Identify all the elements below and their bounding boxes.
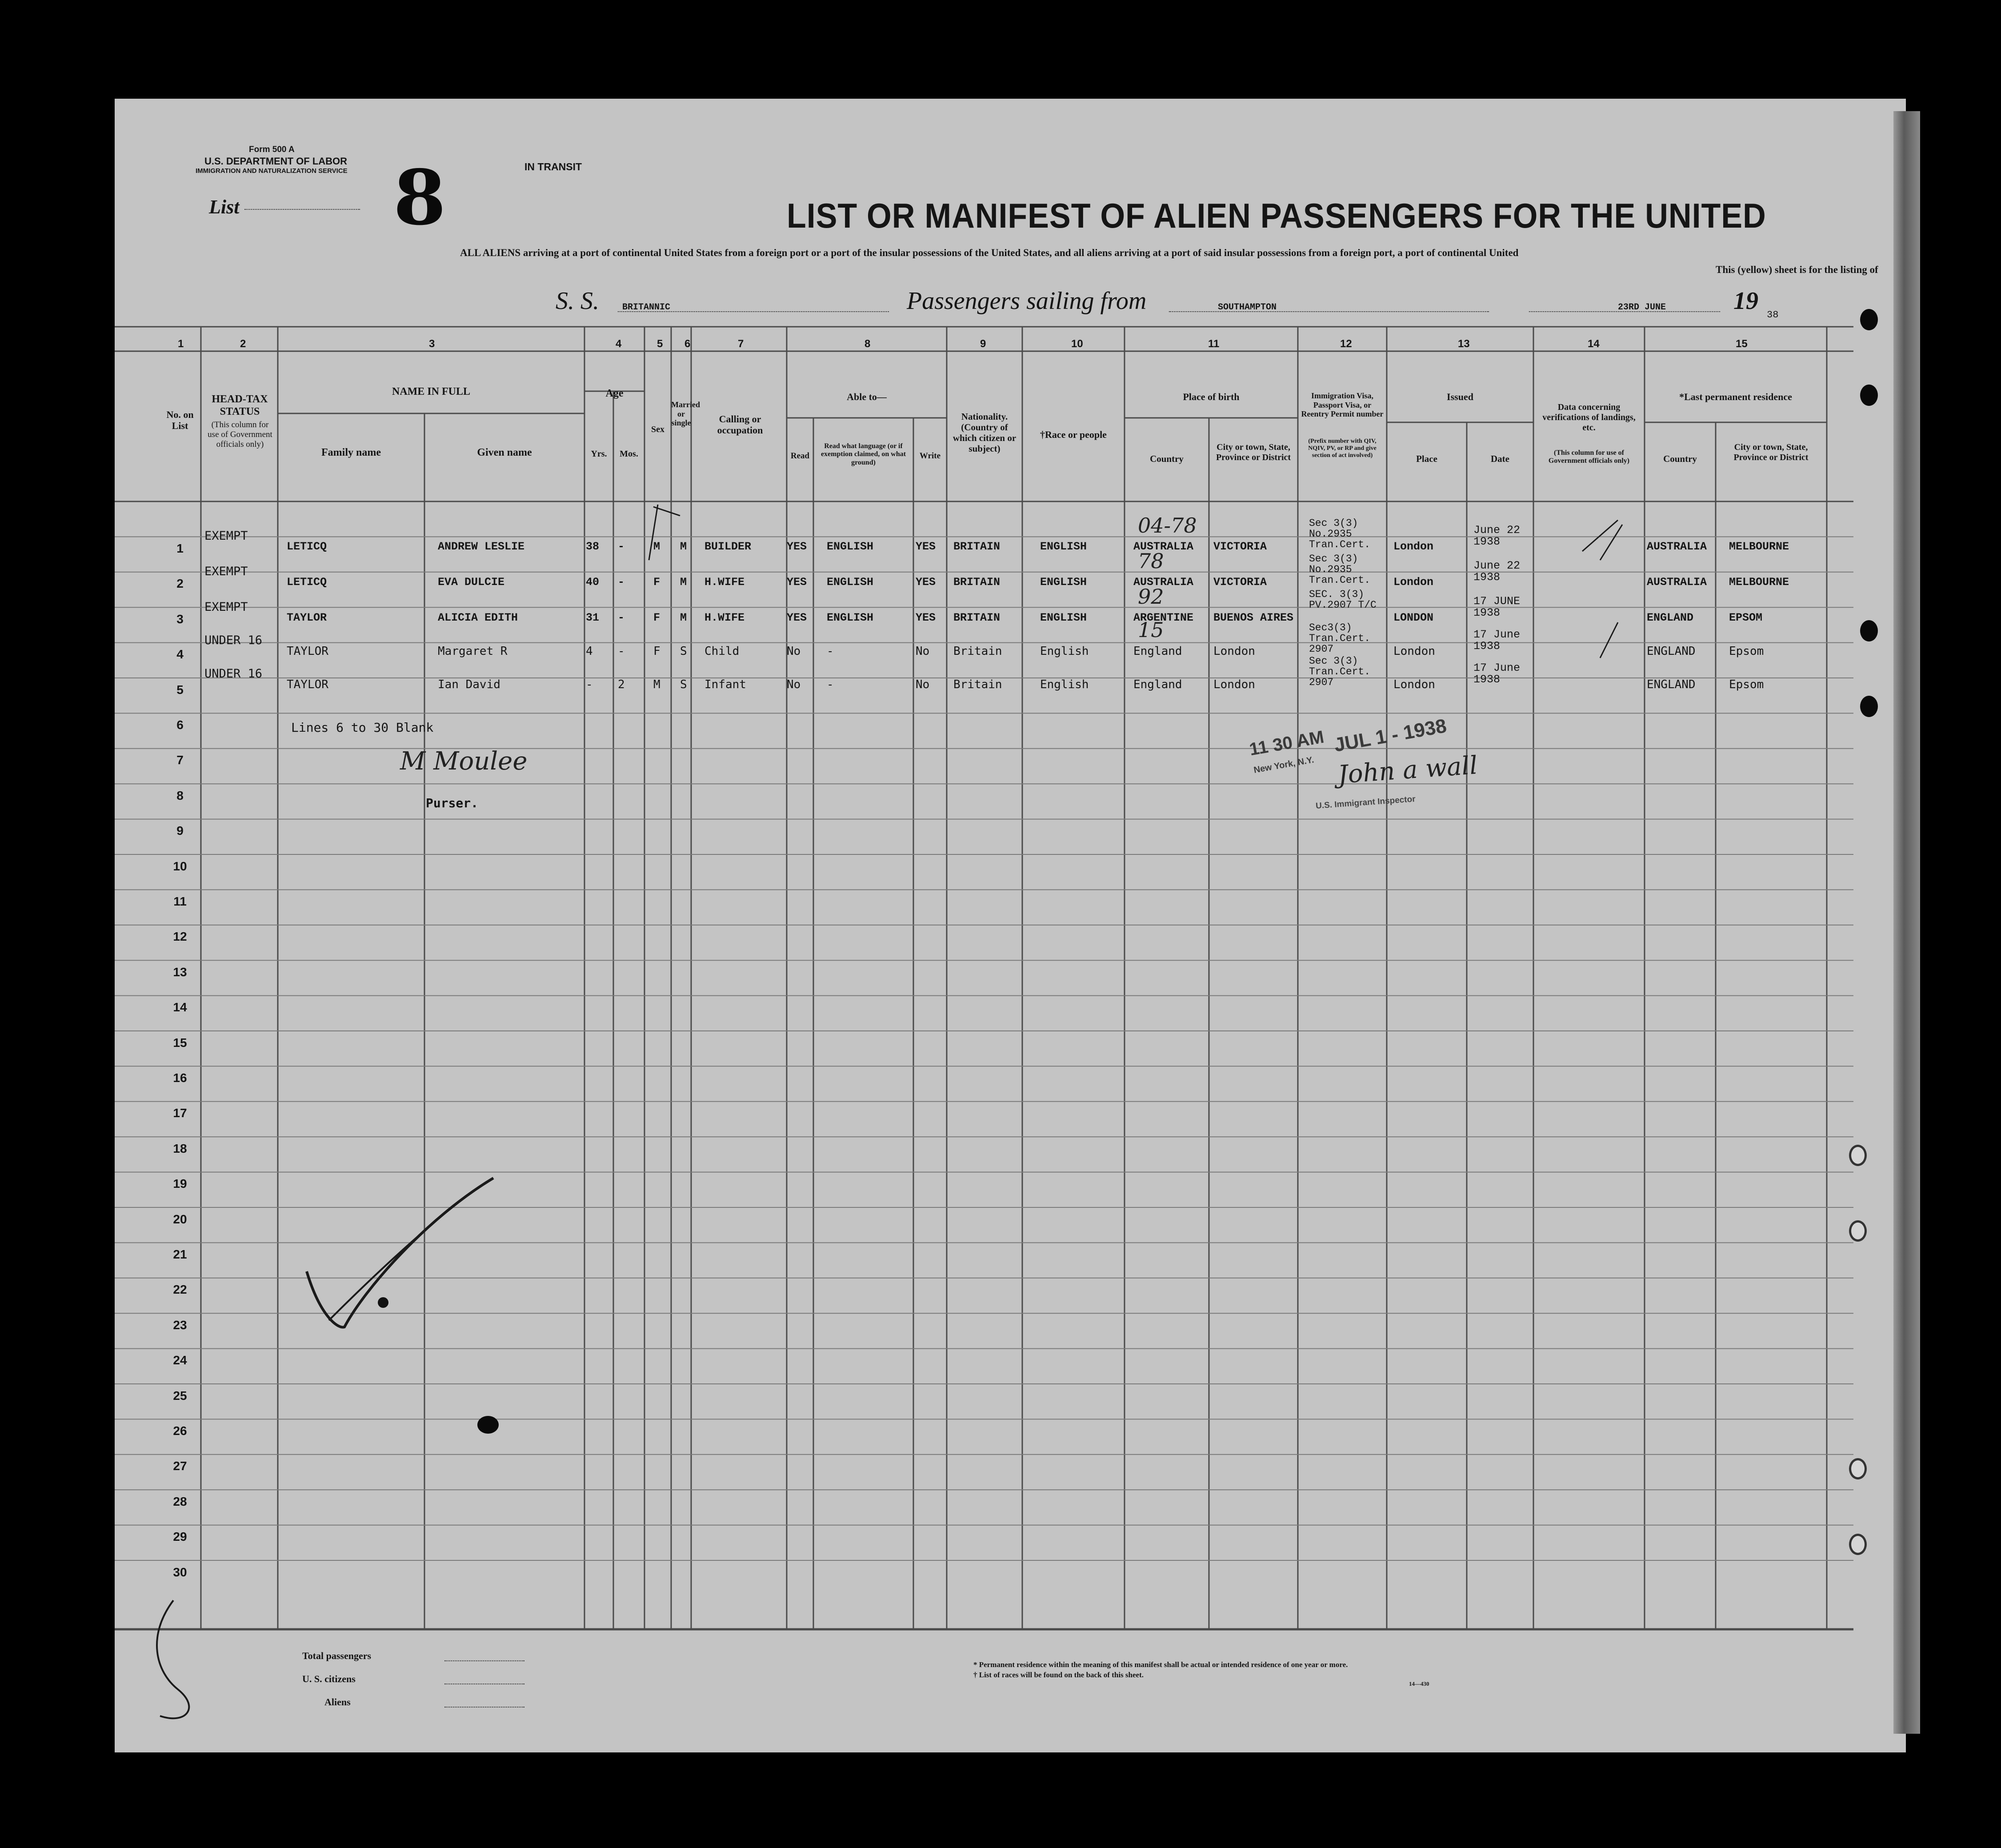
footnote-races: † List of races will be found on the back of this sheet.: [973, 1671, 1144, 1679]
age-years-cell: 31: [586, 611, 600, 624]
in-transit-stamp: IN TRANSIT: [524, 161, 582, 172]
row-number: 9: [176, 824, 184, 838]
issued-place-cell: London: [1393, 645, 1435, 658]
issued-place-cell: London: [1393, 678, 1435, 691]
issued-date-cell: June 22 1938: [1473, 524, 1521, 549]
language-cell: ENGLISH: [827, 576, 874, 589]
occupation-cell: Infant: [704, 678, 746, 691]
residence-country-cell: AUSTRALIA: [1647, 576, 1707, 589]
column-number: 5: [657, 338, 663, 350]
head-tax-cell: UNDER 16: [204, 633, 263, 647]
stamp-date: JUL 1 - 1938: [1332, 715, 1449, 756]
footnote-permanent: * Permanent residence within the meaning of this manifest shall be actual or intended residence of one year or more.: [973, 1660, 1348, 1669]
sex-cell: M: [653, 540, 660, 553]
nationality-cell: Britain: [953, 678, 1002, 691]
ink-blot: [477, 1416, 499, 1434]
read-cell: No: [787, 678, 801, 691]
age-years-cell: 38: [586, 540, 600, 553]
write-cell: No: [916, 678, 930, 691]
header-family-name: Family name: [321, 447, 381, 458]
occupation-cell: H.WIFE: [704, 576, 745, 589]
language-cell: -: [827, 678, 834, 691]
nationality-cell: BRITAIN: [953, 576, 1000, 589]
given-name-cell: Margaret R: [438, 645, 508, 658]
column-number: 11: [1208, 338, 1220, 350]
row-number: 17: [173, 1106, 187, 1120]
residence-city-cell: Epsom: [1729, 678, 1764, 691]
page-title: LIST OR MANIFEST OF ALIEN PASSENGERS FOR THE UNITED: [787, 196, 1766, 235]
header-visa-note: (Prefix number with QIV, NQIV, PV, or RP and give section of act involved): [1308, 438, 1377, 459]
issued-place-cell: London: [1393, 576, 1434, 589]
residence-city-cell: MELBOURNE: [1729, 576, 1789, 589]
list-label: List: [209, 196, 240, 218]
header-issued-place: Place: [1416, 453, 1437, 464]
row-number: 13: [173, 965, 187, 979]
family-name-cell: LETICQ: [287, 540, 327, 553]
port-name: SOUTHAMPTON: [1218, 302, 1277, 313]
issued-date-cell: 17 JUNE 1938: [1473, 595, 1521, 620]
race-cell: ENGLISH: [1040, 576, 1087, 589]
write-cell: YES: [916, 576, 936, 589]
header-lr-city: City or town, State, Province or District: [1733, 442, 1809, 462]
age-months-cell: -: [618, 540, 625, 553]
header-yrs: Yrs.: [591, 449, 607, 459]
occupation-cell: Child: [704, 645, 740, 658]
aliens-label: Aliens: [324, 1696, 351, 1708]
row-number: 27: [173, 1459, 187, 1473]
header-issued: Issued: [1447, 391, 1473, 402]
sailing-date: 23RD JUNE: [1618, 302, 1666, 313]
us-citizens-label: U. S. citizens: [302, 1673, 356, 1684]
header-calling: Calling or occupation: [717, 413, 763, 436]
header-married: Married or single: [671, 400, 700, 428]
row-number: 16: [173, 1071, 187, 1085]
birth-country-cell: ARGENTINE: [1133, 611, 1194, 624]
stamp-place: New York, N.Y.: [1253, 755, 1315, 775]
birth-city-cell: VICTORIA: [1213, 576, 1267, 589]
header-read-language: Read what language (or if exemption claimed, on what ground): [820, 442, 906, 466]
residence-country-cell: ENGLAND: [1647, 645, 1696, 658]
header-write: Write: [919, 451, 941, 461]
write-cell: No: [916, 645, 930, 658]
row-number: 30: [173, 1565, 187, 1579]
handwritten-annotation: 78: [1138, 549, 1164, 573]
marital-cell: M: [680, 576, 687, 589]
purser-signature: M Moulee: [400, 747, 528, 776]
birth-city-cell: London: [1213, 645, 1255, 658]
language-cell: -: [827, 645, 834, 658]
row-number: 5: [176, 682, 184, 697]
write-cell: YES: [916, 540, 936, 553]
issued-place-cell: LONDON: [1393, 611, 1434, 624]
age-months-cell: -: [618, 611, 625, 624]
row-number: 22: [173, 1283, 187, 1297]
race-cell: English: [1040, 645, 1089, 658]
header-head-tax: HEAD-TAX STATUS: [212, 393, 268, 417]
marital-cell: S: [680, 678, 687, 691]
residence-city-cell: EPSOM: [1729, 611, 1763, 624]
birth-city-cell: London: [1213, 678, 1255, 691]
department-name: U.S. DEPARTMENT OF LABOR: [204, 156, 348, 167]
stamp-time: 11 30 AM: [1248, 727, 1326, 760]
year-prefix: 19: [1733, 287, 1758, 315]
given-name-cell: EVA DULCIE: [438, 576, 505, 589]
subtitle-line-2: This (yellow) sheet is for the listing of: [1716, 264, 1878, 275]
age-months-cell: -: [618, 645, 625, 658]
birth-city-cell: VICTORIA: [1213, 540, 1267, 553]
family-name-cell: TAYLOR: [287, 611, 327, 624]
row-number: 1: [176, 541, 184, 555]
row-number: 6: [176, 718, 184, 732]
visa-cell: Sec 3(3) No.2935 Tran.Cert.: [1309, 553, 1371, 586]
column-number: 2: [240, 338, 246, 350]
visa-cell: Sec3(3) Tran.Cert. 2907: [1309, 622, 1371, 655]
row-number: 2: [176, 577, 184, 591]
header-issued-date: Date: [1491, 453, 1509, 464]
row-number: 24: [173, 1353, 187, 1367]
header-able-to: Able to—: [847, 391, 887, 402]
age-years-cell: 40: [586, 576, 600, 589]
sex-cell: F: [653, 645, 660, 658]
header-sex: Sex: [651, 425, 664, 434]
subtitle-line-1: ALL ALIENS arriving at a port of continental United States from a foreign port or a port of the insular possessions of the United States, and all aliens arriving at a port of said insular possessions from a foreign port, a port of continental United: [460, 247, 1519, 258]
header-data-verif: Data concerning verifications of landings, etc.: [1542, 402, 1636, 433]
given-name-cell: ANDREW LESLIE: [438, 540, 525, 553]
row-number: 4: [176, 647, 184, 661]
column-number: 13: [1458, 338, 1470, 350]
issued-date-cell: 17 June 1938: [1473, 661, 1521, 686]
age-years-cell: -: [586, 678, 593, 691]
ink-dot: [378, 1297, 388, 1308]
inspector-label: U.S. Immigrant Inspector: [1315, 794, 1416, 811]
tick-mark: [649, 505, 680, 560]
head-tax-cell: EXEMPT: [204, 529, 248, 543]
row-number: 12: [173, 930, 187, 944]
header-name-in-full: NAME IN FULL: [392, 386, 470, 397]
residence-country-cell: ENGLAND: [1647, 678, 1696, 691]
issued-date-cell: June 22 1938: [1473, 559, 1521, 584]
ship-name: BRITANNIC: [622, 302, 671, 313]
row-number: 20: [173, 1212, 187, 1226]
head-tax-cell: EXEMPT: [204, 565, 248, 578]
family-name-cell: LETICQ: [287, 576, 327, 589]
write-cell: YES: [916, 611, 936, 624]
residence-city-cell: MELBOURNE: [1729, 540, 1789, 553]
visa-cell: SEC. 3(3) PV.2907 T/C: [1309, 589, 1377, 611]
header-race: †Race or people: [1040, 429, 1107, 440]
age-months-cell: -: [618, 576, 625, 589]
visa-cell: Sec 3(3) Tran.Cert. 2907: [1309, 655, 1371, 689]
occupation-cell: H.WIFE: [704, 611, 745, 624]
header-read: Read: [790, 451, 810, 461]
form-code: 14—430: [1409, 1680, 1429, 1687]
header-given-name: Given name: [477, 447, 532, 458]
row-number: 15: [173, 1035, 187, 1050]
list-number: 8: [393, 153, 446, 242]
ss-label: S. S.: [556, 287, 599, 315]
marital-cell: M: [680, 540, 687, 553]
row-number: 25: [173, 1388, 187, 1403]
row-number: 10: [173, 859, 187, 873]
service-name: IMMIGRATION AND NATURALIZATION SERVICE: [196, 167, 348, 175]
row-number: 11: [173, 894, 187, 908]
visa-cell: Sec 3(3) No.2935 Tran.Cert.: [1309, 517, 1371, 551]
header-last-residence: *Last permanent residence: [1679, 391, 1792, 402]
handwritten-annotation: 15: [1138, 618, 1164, 642]
nationality-cell: BRITAIN: [953, 611, 1000, 624]
row-number: 23: [173, 1318, 187, 1332]
race-cell: ENGLISH: [1040, 540, 1087, 553]
header-no-on-list: No. on List: [166, 409, 194, 432]
margin-scribble: [157, 1600, 189, 1718]
row-number: 21: [173, 1247, 187, 1261]
sex-cell: M: [653, 678, 660, 691]
birth-country-cell: England: [1133, 678, 1182, 691]
row-number: 18: [173, 1141, 187, 1155]
age-years-cell: 4: [586, 645, 593, 658]
birth-country-cell: England: [1133, 645, 1182, 658]
issued-date-cell: 17 June 1938: [1473, 628, 1521, 653]
residence-country-cell: AUSTRALIA: [1647, 540, 1707, 553]
row-number: 19: [173, 1177, 187, 1191]
header-place-of-birth: Place of birth: [1183, 391, 1240, 402]
column-number: 9: [980, 338, 986, 350]
issued-place-cell: London: [1393, 540, 1434, 553]
blank-lines-note: Lines 6 to 30 Blank: [291, 720, 434, 735]
column-number: 10: [1071, 338, 1083, 350]
family-name-cell: TAYLOR: [287, 645, 328, 658]
read-cell: YES: [787, 540, 807, 553]
sex-cell: F: [653, 576, 660, 589]
tick-mark: [1582, 520, 1622, 658]
marital-cell: S: [680, 645, 687, 658]
inspector-signature: John a wall: [1337, 751, 1479, 790]
header-mos: Mos.: [620, 449, 638, 459]
row-number: 28: [173, 1494, 187, 1508]
race-cell: English: [1040, 678, 1089, 691]
column-number: 12: [1340, 338, 1352, 350]
row-number: 7: [176, 753, 184, 767]
total-passengers-label: Total passengers: [302, 1650, 372, 1661]
occupation-cell: BUILDER: [704, 540, 752, 553]
read-cell: YES: [787, 576, 807, 589]
column-number: 6: [684, 338, 691, 350]
year-suffix: 38: [1767, 309, 1779, 321]
aliens-line: [444, 1707, 524, 1708]
head-tax-cell: EXEMPT: [204, 600, 248, 614]
nationality-cell: Britain: [953, 645, 1002, 658]
header-pob-city: City or town, State, Province or District: [1216, 442, 1291, 462]
purser-label: Purser.: [426, 796, 479, 810]
handwritten-annotation: 92: [1138, 585, 1164, 609]
birth-country-cell: AUSTRALIA: [1133, 540, 1194, 553]
header-data-verif-note: (This column for use of Government officials only): [1548, 449, 1630, 465]
residence-country-cell: ENGLAND: [1647, 611, 1694, 624]
column-number: 8: [864, 338, 871, 350]
family-name-cell: TAYLOR: [287, 678, 328, 691]
row-number: 8: [176, 788, 184, 802]
column-number: 7: [738, 338, 744, 350]
row-number: 14: [173, 1000, 187, 1014]
language-cell: ENGLISH: [827, 540, 874, 553]
column-number: 4: [616, 338, 622, 350]
header-head-tax-note: (This column for use of Government officials only): [208, 420, 272, 449]
column-number: 14: [1588, 338, 1600, 350]
header-age: Age: [605, 388, 624, 399]
read-cell: YES: [787, 611, 807, 624]
birth-country-cell: AUSTRALIA: [1133, 576, 1194, 589]
row-number: 3: [176, 612, 184, 626]
marital-cell: M: [680, 611, 687, 624]
column-number: 1: [178, 338, 184, 350]
row-number: 29: [173, 1530, 187, 1544]
nationality-cell: BRITAIN: [953, 540, 1000, 553]
language-cell: ENGLISH: [827, 611, 874, 624]
given-name-cell: Ian David: [438, 678, 500, 691]
residence-city-cell: Epsom: [1729, 645, 1764, 658]
handwritten-annotation: 04-78: [1138, 513, 1197, 537]
header-visa: Immigration Visa, Passport Visa, or Reentry Permit number: [1301, 391, 1384, 419]
read-cell: No: [787, 645, 801, 658]
sailing-label: Passengers sailing from: [907, 287, 1147, 315]
column-number: 15: [1736, 338, 1748, 350]
row-number: 26: [173, 1424, 187, 1438]
column-number: 3: [429, 338, 435, 350]
head-tax-cell: UNDER 16: [204, 667, 263, 681]
age-months-cell: 2: [618, 678, 625, 691]
header-pob-country: Country: [1150, 453, 1184, 464]
sex-cell: F: [653, 611, 660, 624]
total-passengers-line: [444, 1660, 524, 1661]
race-cell: ENGLISH: [1040, 611, 1087, 624]
header-nationality: Nationality. (Country of which citizen or subject): [952, 411, 1017, 454]
form-number: Form 500 A: [249, 145, 295, 154]
given-name-cell: ALICIA EDITH: [438, 611, 518, 624]
birth-city-cell: BUENOS AIRES: [1213, 611, 1294, 624]
header-lr-country: Country: [1663, 453, 1697, 464]
